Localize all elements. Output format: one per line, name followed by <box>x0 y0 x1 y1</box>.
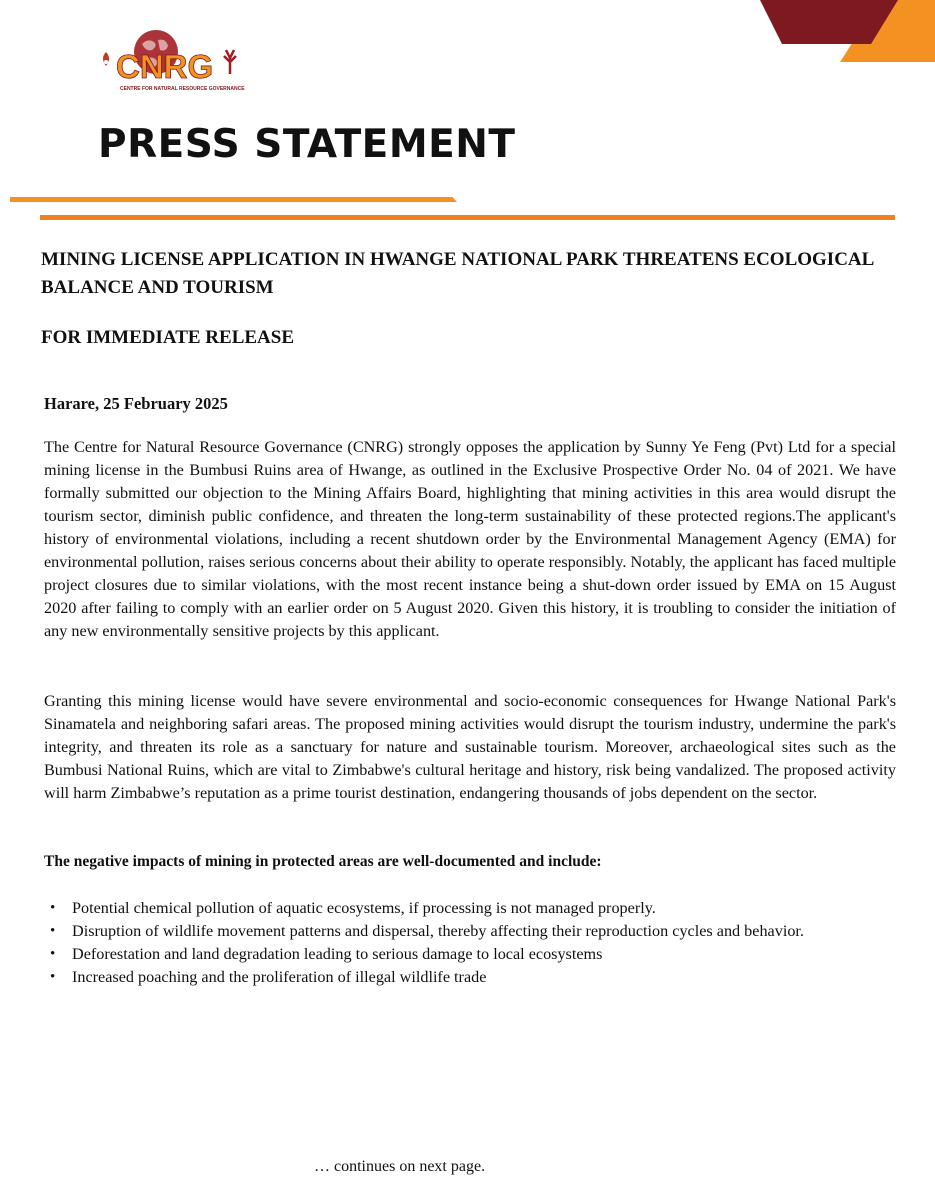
list-item: • Deforestation and land degradation leading to serious damage to local ecosystems <box>44 943 896 966</box>
continuation-note: … continues on next page. <box>314 1158 486 1175</box>
cnrg-logo <box>98 28 248 96</box>
impacts-intro: The negative impacts of mining in protected areas are well-documented and include: <box>44 853 602 870</box>
body-paragraph: The Centre for Natural Resource Governance (CNRG) strongly opposes the application by Sunny Ye Feng (Pvt) Ltd for a special mining license in the Bumbusi Ruins area of Hwange, as outlined in the Exclusive Prospective Order No. 04 of 2021. We have formally submitted our objection to the Mining Affairs Board, highlighting that mining activities in this area would disrupt the tourism sector, diminish public confidence, and threaten the long-term sustainability of these protected regions.The applicant's history of environmental violations, including a recent shutdown order by the Environmental Management Agency (EMA) for environmental pollution, raises serious concerns about their ability to operate responsibly. Notably, the applicant has faced multiple project closures due to similar violations, with the most recent instance being a shut-down order issued by EMA on 15 August 2020 after failing to comply with an earlier order on 5 August 2020. Given this history, it is troubling to consider the initiation of any new environmentally sensitive projects by this applicant. <box>44 438 896 640</box>
logo-abbreviation: CNRG <box>116 48 214 85</box>
tree-icon <box>224 50 236 74</box>
list-item: • Increased poaching and the proliferation of illegal wildlife trade <box>44 966 896 989</box>
list-item: • Potential chemical pollution of aquatic ecosystems, if processing is not managed properly. <box>44 897 896 920</box>
dateline: Harare, 25 February 2025 <box>44 394 228 413</box>
impacts-list <box>44 897 896 989</box>
page-headline: PRESS STATEMENT <box>98 122 516 167</box>
logo-tagline: CENTRE FOR NATURAL RESOURCE GOVERNANCE <box>120 86 245 92</box>
accent-rule-short <box>10 197 457 202</box>
release-label: FOR IMMEDIATE RELEASE <box>41 327 295 348</box>
statement-title: MINING LICENSE APPLICATION IN HWANGE NATIONAL PARK THREATENS ECOLOGICAL BALANCE AND TOURISM <box>41 249 874 298</box>
body-paragraph: Granting this mining license would have severe environmental and socio-economic consequences for Hwange National Park's Sinamatela and neighboring safari areas. The proposed mining activities would disrupt the tourism industry, undermine the park's integrity, and threaten its role as a sanctuary for nature and sustainable tourism. Moreover, archaeological sites such as the Bumbusi National Ruins, which are vital to Zimbabwe's cultural heritage and history, risk being vandalized. The proposed activity will harm Zimbabwe’s reputation as a prime tourist destination, endangering thousands of jobs dependent on the sector. <box>44 692 896 802</box>
accent-rule-long <box>40 215 895 220</box>
list-item: • Disruption of wildlife movement patterns and dispersal, thereby affecting their reproduction cycles and behavior. <box>44 920 896 943</box>
corner-decoration <box>760 0 935 62</box>
